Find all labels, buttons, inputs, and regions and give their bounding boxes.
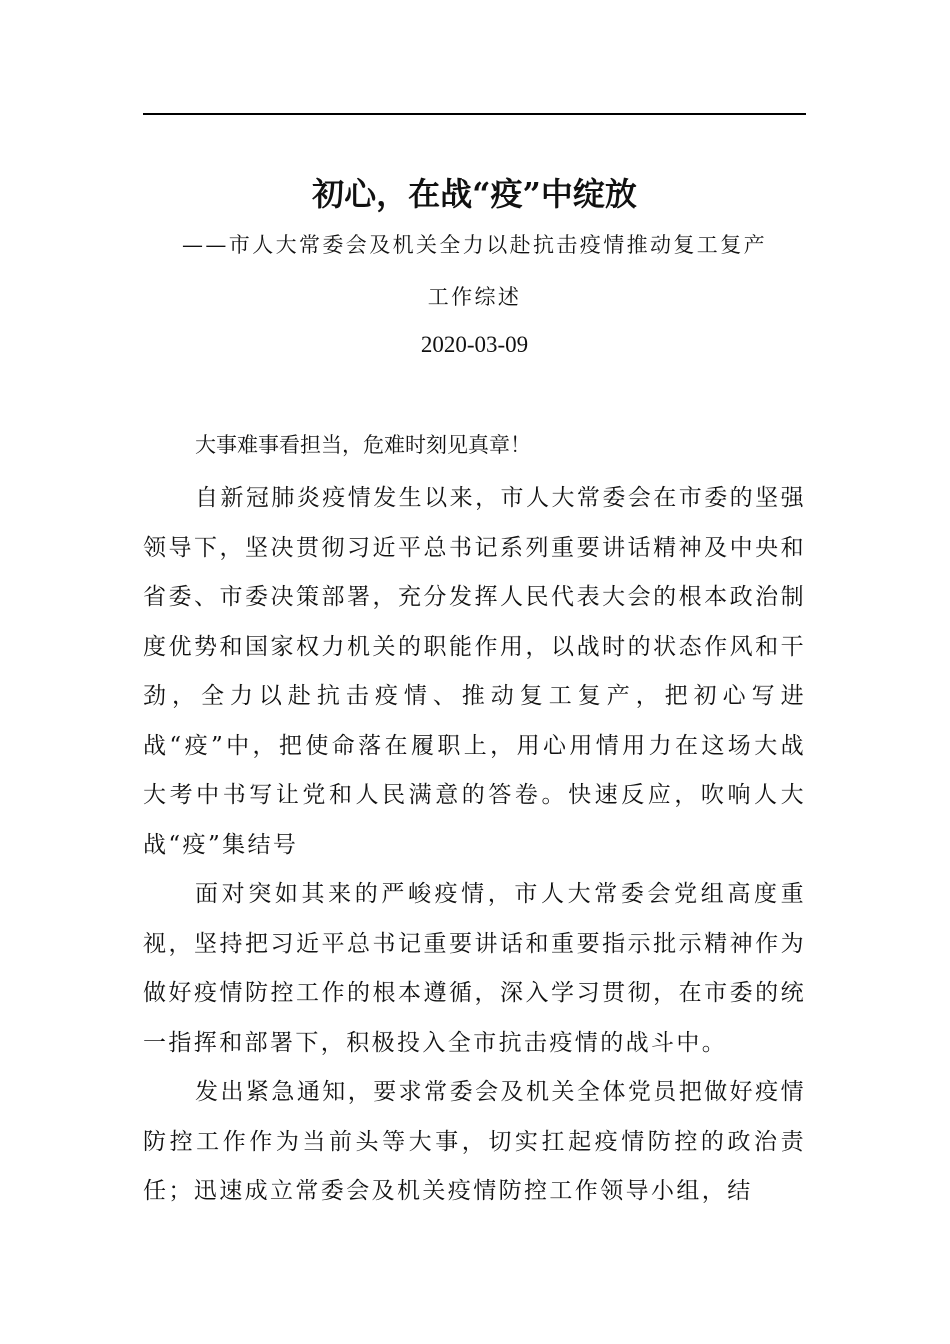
paragraph: 面对突如其来的严峻疫情，市人大常委会党组高度重视，坚持把习近平总书记重要讲话和重要指示批示精神作为做好疫情防控工作的根本遵循，深入学习贯彻，在市委的统一指挥和部署下，积极投入全市抗击疫情的战斗中。 <box>143 881 806 1056</box>
lead-sentence: 大事难事看担当，危难时刻见真章！ <box>195 433 531 457</box>
publish-date: 2020-03-09 <box>420 332 529 357</box>
paragraph: 自新冠肺炎疫情发生以来，市人大常委会在市委的坚强领导下，坚决贯彻习近平总书记系列重要讲话精神及中央和省委、市委决策部署，充分发挥人民代表大会的根本政治制度优势和国家权力机关的职能作用，以战时的状态作风和干劲，全力以赴抗击疫情、推动复工复产，把初心写进战“疫”中，把使命落在履职上，用心用情用力在这场大战大考中书写让党和人民满意的答卷。快速反应，吹响人大战“疫”集结号 <box>143 485 806 858</box>
article-subtitle: ——市人大常委会及机关全力以赴抗击疫情推动复工复产 <box>182 233 767 257</box>
article-body <box>143 474 806 1217</box>
article-subtitle-continued: 工作综述 <box>427 285 522 309</box>
paragraph: 发出紧急通知，要求常委会及机关全体党员把做好疫情防控工作作为当前头等大事，切实扛起疫情防控的政治责任；迅速成立常委会及机关疫情防控工作领导小组，结 <box>143 1079 806 1204</box>
article-title: 初心，在战“疫”中绽放 <box>312 175 637 213</box>
header-rule <box>143 113 806 115</box>
